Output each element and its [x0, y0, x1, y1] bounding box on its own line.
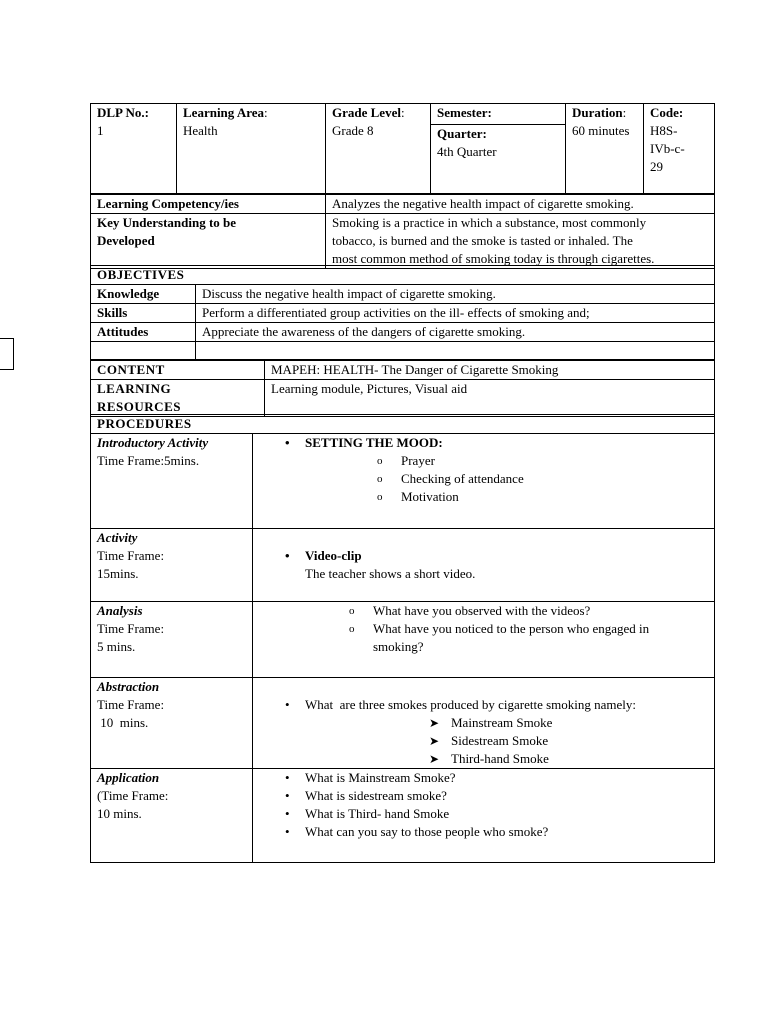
grade-level-colon: :	[400, 105, 405, 120]
duration-colon: :	[622, 105, 627, 120]
learning-area-cell	[177, 104, 326, 194]
analysis-question-line-1: o What have you noticed to the person who engaged in	[373, 621, 650, 636]
quarter-cell	[431, 125, 566, 194]
margin-box	[0, 338, 14, 370]
application-item: • What is Third- hand Smoke	[259, 805, 708, 823]
analysis-content-cell	[253, 602, 715, 678]
empty-cell-left	[91, 342, 196, 360]
learning-resources-value: Learning module, Pictures, Visual aid	[265, 380, 715, 417]
code-cell	[644, 104, 715, 194]
activity-time-1: Time Frame:	[97, 548, 165, 563]
abstraction-label-cell	[91, 678, 253, 769]
content-value: MAPEH: HEALTH- The Danger of Cigarette Smoking	[265, 361, 715, 380]
dlp-cell	[91, 104, 177, 194]
attitudes-label: Attitudes	[91, 323, 196, 342]
abstraction-content-cell	[253, 678, 715, 769]
intro-title: Introductory Activity	[97, 435, 209, 450]
duration-cell	[566, 104, 644, 194]
key-understanding-value	[326, 214, 715, 269]
procedures-table	[90, 414, 715, 863]
analysis-question-line-2: smoking?	[373, 639, 424, 654]
quarter-label: Quarter:	[437, 126, 487, 142]
key-understanding-label-line-1: Key Understanding to be	[97, 215, 237, 230]
application-item: • What is Mainstream Smoke?	[259, 769, 708, 787]
skills-value: Perform a differentiated group activities on the ill- effects of smoking and;	[196, 304, 715, 323]
abstraction-title: Abstraction	[97, 679, 160, 694]
key-understanding-label	[91, 214, 326, 269]
learning-resources-label	[91, 380, 265, 417]
objectives-table	[90, 265, 715, 360]
intro-label-cell	[91, 434, 253, 529]
learning-area-label: Learning Area	[183, 105, 265, 120]
analysis-time-2: 5 mins.	[97, 639, 136, 654]
procedures-title: PROCEDURES	[91, 415, 715, 434]
semester-cell	[431, 104, 566, 125]
competency-value: Analyzes the negative health impact of cigarette smoking.	[326, 195, 715, 214]
application-time-1: (Time Frame:	[97, 788, 169, 803]
objectives-title: OBJECTIVES	[91, 266, 715, 285]
competency-table	[90, 194, 715, 269]
skills-label: Skills	[91, 304, 196, 323]
application-content-cell	[253, 769, 715, 863]
learning-resources-label-line-1: LEARNING	[97, 381, 172, 396]
grade-level-cell	[326, 104, 431, 194]
attitudes-value: Appreciate the awareness of the dangers of cigarette smoking.	[196, 323, 715, 342]
learning-area-value: Health	[183, 123, 218, 138]
intro-heading: • SETTING THE MOOD:	[259, 434, 708, 452]
semester-label: Semester:	[437, 105, 492, 120]
code-value-1: H8S-	[650, 123, 678, 138]
intro-content-cell	[253, 434, 715, 529]
grade-level-value: Grade 8	[332, 123, 374, 138]
analysis-question	[373, 620, 708, 656]
abstraction-item: ➤ Mainstream Smoke	[451, 714, 708, 732]
learning-resources-label-line-2: RESOURCES	[97, 399, 181, 414]
activity-time-2: 15mins.	[97, 566, 139, 581]
activity-text: The teacher shows a short video.	[305, 566, 476, 581]
abstraction-item: ➤ Sidestream Smoke	[451, 732, 708, 750]
key-understanding-line-1: Smoking is a practice in which a substance, most commonly	[332, 215, 647, 230]
content-table	[90, 360, 715, 417]
intro-item: o Motivation	[401, 488, 708, 506]
code-value-3: 29	[650, 159, 663, 174]
intro-item: o Prayer	[401, 452, 708, 470]
abstraction-time-2: 10 mins.	[97, 715, 149, 730]
activity-content-cell	[253, 529, 715, 602]
activity-title: Activity	[97, 530, 138, 545]
dlp-value: 1	[97, 123, 104, 138]
dlp-label: DLP No.:	[97, 105, 149, 120]
abstraction-item: ➤ Third-hand Smoke	[451, 750, 708, 768]
application-title: Application	[97, 770, 160, 785]
empty-cell-right	[196, 342, 715, 360]
content-label: CONTENT	[91, 361, 265, 380]
analysis-time-1: Time Frame:	[97, 621, 165, 636]
application-item: • What can you say to those people who smoke?	[259, 823, 708, 841]
analysis-question: o What have you observed with the videos?	[373, 602, 708, 620]
key-understanding-line-2: tobacco, is burned and the smoke is tasted or inhaled. The	[332, 233, 633, 248]
analysis-title: Analysis	[97, 603, 143, 618]
duration-value: 60 minutes	[572, 123, 630, 138]
analysis-label-cell	[91, 602, 253, 678]
intro-item: o Checking of attendance	[401, 470, 708, 488]
header-table	[90, 103, 715, 194]
grade-level-label: Grade Level	[332, 105, 401, 120]
code-label: Code:	[650, 105, 684, 120]
quarter-value: 4th Quarter	[437, 144, 497, 160]
knowledge-label: Knowledge	[91, 285, 196, 304]
activity-heading: • Video-clip	[259, 547, 708, 565]
learning-area-colon: :	[264, 105, 268, 120]
intro-time: Time Frame:5mins.	[97, 453, 200, 468]
key-understanding-line-3: most common method of smoking today is through cigarettes.	[332, 251, 655, 266]
code-value-2: IVb-c-	[650, 141, 685, 156]
application-item: • What is sidestream smoke?	[259, 787, 708, 805]
knowledge-value: Discuss the negative health impact of cigarette smoking.	[196, 285, 715, 304]
duration-label: Duration	[572, 105, 623, 120]
activity-label-cell	[91, 529, 253, 602]
application-time-2: 10 mins.	[97, 806, 142, 821]
application-label-cell	[91, 769, 253, 863]
competency-label: Learning Competency/ies	[91, 195, 326, 214]
abstraction-time-1: Time Frame:	[97, 697, 165, 712]
key-understanding-label-line-2: Developed	[97, 233, 155, 248]
abstraction-question: • What are three smokes produced by cigarette smoking namely:	[259, 696, 708, 714]
